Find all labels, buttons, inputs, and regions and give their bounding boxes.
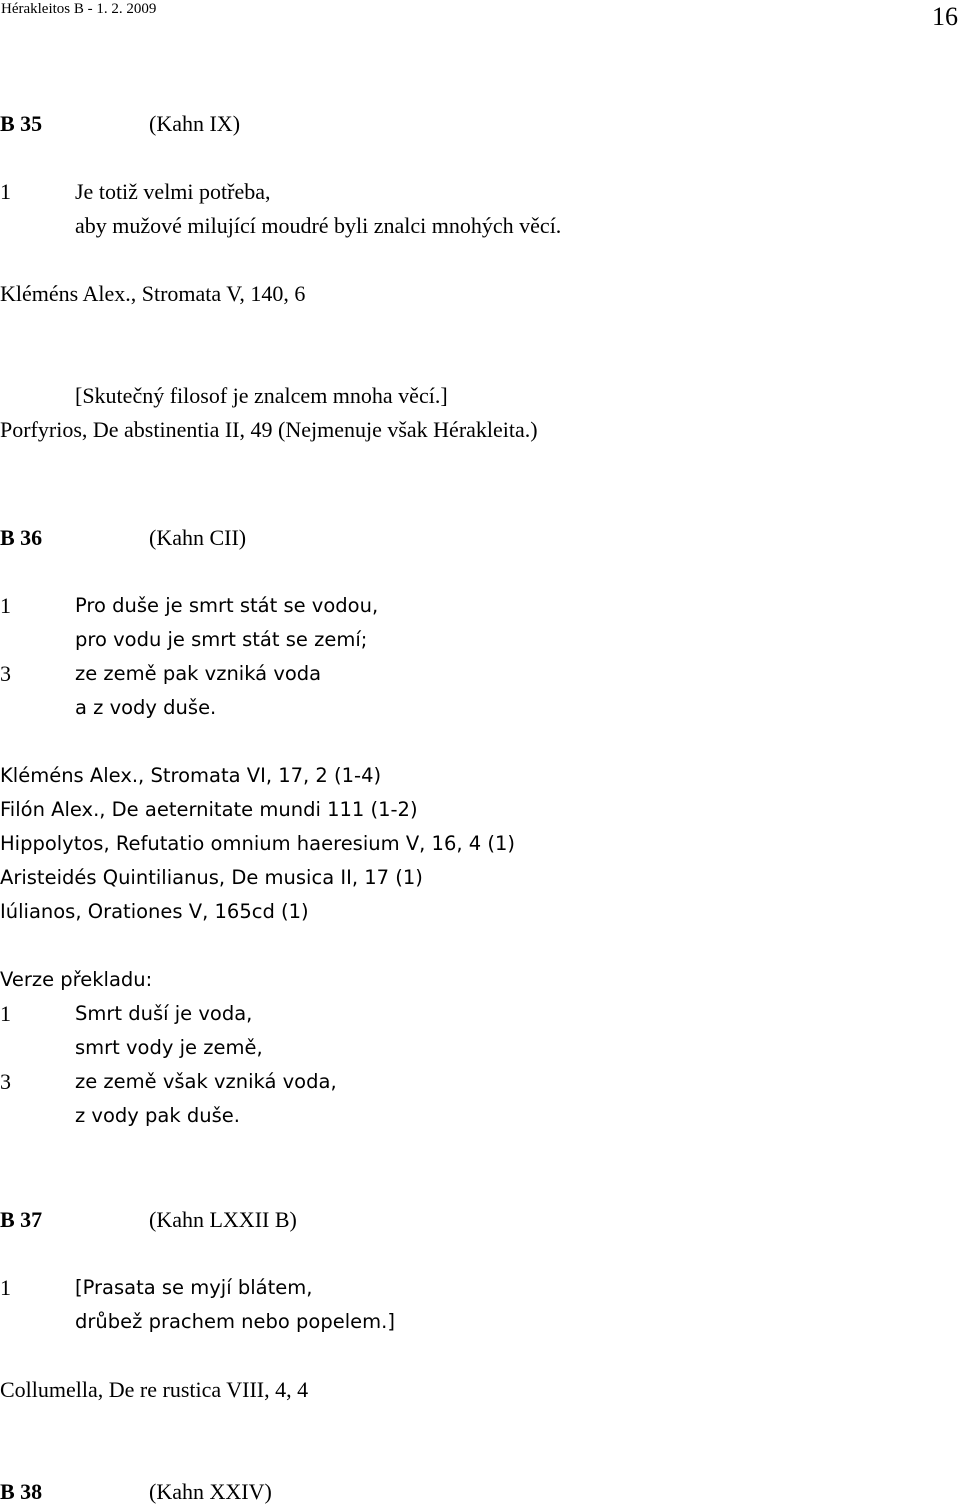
note-citation: Porfyrios, De abstinentia II, 49 (Nejmenuje však Hérakleita.) [0,417,538,442]
translation-label: Verze překladu: [0,968,153,991]
line-number: 1 [0,593,11,618]
fragment-line: aby mužové milující moudré byli znalci mnohých věcí. [75,213,562,238]
source-citation: Hippolytos, Refutatio omnium haeresium V, 16, 4 (1) [0,832,515,855]
page-number: 16 [932,2,958,31]
running-header: Hérakleitos B - 1. 2. 2009 [1,1,157,17]
fragment-id-b35: B 35 [0,111,43,136]
translation-line: smrt vody je země, [75,1036,263,1059]
fragment-line: a z vody duše. [75,696,217,719]
fragment-line: [Prasata se myjí blátem, [75,1276,313,1299]
note-line: [Skutečný filosof je znalcem mnoha věcí.] [75,383,448,408]
line-number: 1 [0,179,11,204]
fragment-line: Je totiž velmi potřeba, [75,179,271,204]
line-number: 1 [0,1001,11,1026]
line-number: 3 [0,1069,11,1094]
fragment-line: pro vodu je smrt stát se zemí; [75,628,368,651]
translation-line: Smrt duší je voda, [75,1002,253,1025]
source-citation: Aristeidés Quintilianus, De musica II, 17 (1) [0,866,423,889]
fragment-id-b37: B 37 [0,1207,43,1232]
kahn-ref-b35: (Kahn IX) [149,111,241,136]
fragment-line: ze země pak vzniká voda [75,662,322,685]
kahn-ref-b38: (Kahn XXIV) [149,1479,272,1504]
source-citation: Iúlianos, Orationes V, 165cd (1) [0,900,309,923]
kahn-ref-b36: (Kahn CII) [149,525,247,550]
translation-line: ze země však vzniká voda, [75,1070,337,1093]
source-citation: Kléméns Alex., Stromata V, 140, 6 [0,281,306,306]
fragment-id-b38: B 38 [0,1479,43,1504]
fragment-id-b36: B 36 [0,525,43,550]
line-number: 1 [0,1275,11,1300]
line-number: 3 [0,661,11,686]
source-citation: Filón Alex., De aeternitate mundi 111 (1-2) [0,798,418,821]
kahn-ref-b37: (Kahn LXXII B) [149,1207,297,1232]
fragment-line: Pro duše je smrt stát se vodou, [75,594,379,617]
translation-line: z vody pak duše. [75,1104,240,1127]
source-citation: Collumella, De re rustica VIII, 4, 4 [0,1377,309,1402]
source-citation: Kléméns Alex., Stromata VI, 17, 2 (1-4) [0,764,382,787]
fragment-line: drůbež prachem nebo popelem.] [75,1310,395,1333]
